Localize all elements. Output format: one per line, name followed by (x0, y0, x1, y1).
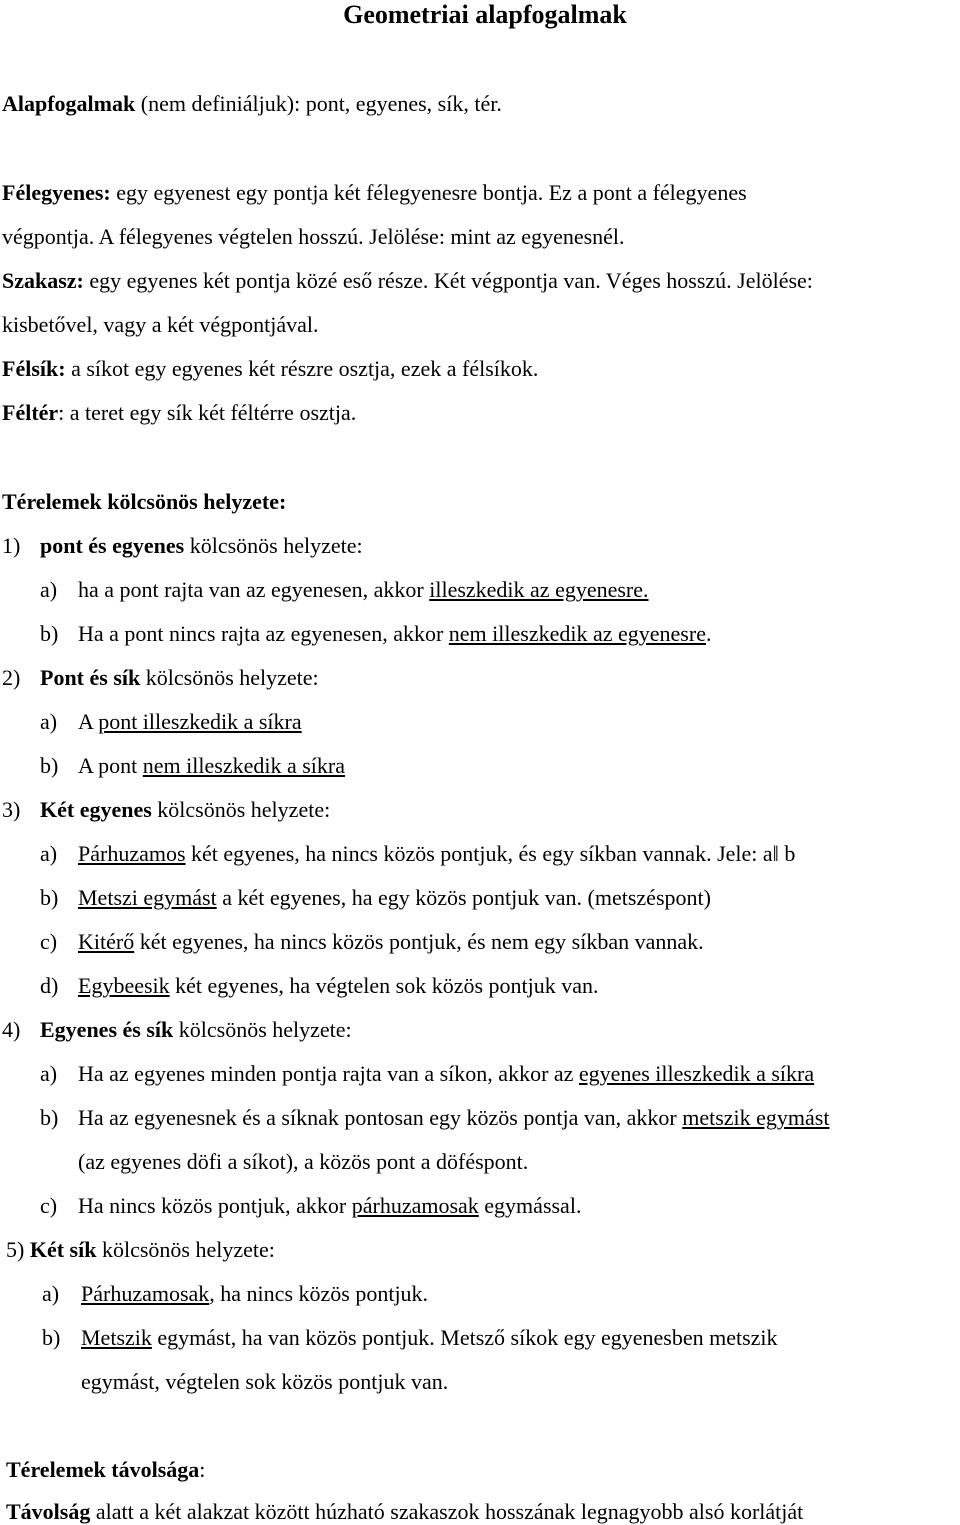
section-3-rest: kölcsönös helyzete: (151, 797, 331, 822)
section-4-bold-2: sík (146, 1017, 174, 1042)
section-2-item-a (40, 709, 302, 735)
item-end: egymással. (478, 1193, 582, 1218)
item-marker: b) (42, 1325, 61, 1350)
section-1-bold: pont és egyenes (40, 533, 185, 558)
section-3-item-a (40, 841, 795, 867)
felegyenes-text-1: egy egyenest egy pontja két félegyenesre bontja. Ez a pont a félegyenes (110, 180, 747, 205)
section-3-item-c (40, 929, 704, 955)
item-text: , ha nincs közös pontjuk. (209, 1281, 429, 1306)
item-text: két egyenes, ha nincs közös pontjuk, és nem egy síkban vannak. (134, 929, 704, 954)
section-5-heading (6, 1237, 275, 1263)
section-3-number: 3) (2, 797, 21, 822)
item-marker: a) (40, 841, 58, 866)
terelemek-heading-text: Térelemek kölcsönös helyzete: (2, 489, 287, 514)
alapfogalmak-label: Alapfogalmak (2, 91, 136, 116)
felegyenes-paragraph-line1 (2, 180, 747, 206)
section-4-number: 4) (2, 1017, 21, 1042)
item-underlined: Párhuzamosak (81, 1281, 210, 1306)
section-3-item-b (40, 885, 711, 911)
section-3-heading (2, 797, 330, 823)
item-marker: c) (40, 929, 58, 954)
item-marker: a) (42, 1281, 60, 1306)
item-end: . (705, 621, 712, 646)
item-text: egymást, ha van közös pontjuk. Metsző síkok egy egyenesben metszik (151, 1325, 778, 1350)
felsik-paragraph (2, 356, 538, 382)
felegyenes-label: Félegyenes: (2, 180, 111, 205)
section-4-item-c (40, 1193, 581, 1219)
szakasz-text-2: kisbetővel, vagy a két végpontjával. (2, 312, 319, 337)
tavolsag-heading (6, 1457, 205, 1483)
item-underlined: Metszik (81, 1325, 152, 1350)
section-2-number: 2) (2, 665, 21, 690)
section-5-rest: kölcsönös helyzete: (96, 1237, 275, 1262)
item-underlined: Egybeesik (78, 973, 170, 998)
section-4-item-b-continued: (az egyenes döfi a síkot), a közös pont a döféspont. (78, 1149, 529, 1174)
section-4-rest: kölcsönös helyzete: (173, 1017, 352, 1042)
item-text: Ha az egyenes minden pontja rajta van a síkon, akkor az (78, 1061, 579, 1086)
tavolsag-heading-colon: : (199, 1457, 206, 1482)
item-marker: b) (40, 753, 59, 778)
item-marker: d) (40, 973, 59, 998)
section-2-heading (2, 665, 319, 691)
tavolsag-heading-text: Térelemek távolsága (6, 1457, 200, 1482)
section-1-item-b (40, 621, 711, 647)
item-marker: b) (40, 1105, 59, 1130)
section-5-item-b (42, 1325, 778, 1351)
item-text: ha a pont rajta van az egyenesen, akkor (78, 577, 430, 602)
section-4-bold-1: Egyenes (40, 1017, 117, 1042)
section-1-heading (2, 533, 363, 559)
section-4-item-a (40, 1061, 814, 1087)
item-text: Ha nincs közös pontjuk, akkor (78, 1193, 352, 1218)
section-5-number: 5) (6, 1237, 25, 1262)
alapfogalmak-text: (nem definiáljuk): pont, egyenes, sík, tér. (135, 91, 502, 116)
item-underlined: pont illeszkedik a síkra (98, 709, 302, 734)
section-4-item-b (40, 1105, 829, 1131)
szakasz-text-1: egy egyenes két pontja közé eső része. Két végpontja van. Véges hosszú. Jelölése: (83, 268, 813, 293)
felter-paragraph (2, 400, 356, 426)
item-underlined: egyenes illeszkedik a síkra (578, 1061, 815, 1086)
section-2-item-b (40, 753, 345, 779)
szakasz-paragraph-line1 (2, 268, 813, 294)
item-underlined: nem illeszkedik a síkra (142, 753, 346, 778)
item-underlined: nem illeszkedik az egyenesre (448, 621, 706, 646)
alapfogalmak-paragraph (2, 91, 502, 117)
item-text: Ha a pont nincs rajta az egyenesen, akkor (78, 621, 449, 646)
section-5-item-a (42, 1281, 428, 1307)
section-2-bold: Pont és sík (40, 665, 141, 690)
felter-label: Féltér (2, 400, 59, 425)
item-underlined: párhuzamosak (351, 1193, 479, 1218)
item-text: két egyenes, ha nincs közös pontjuk, és egy síkban vannak. Jele: a (185, 841, 773, 866)
item-text: A (78, 709, 99, 734)
section-4-mid: és (117, 1017, 147, 1042)
section-1-number: 1) (2, 533, 21, 558)
item-marker: a) (40, 1061, 58, 1086)
section-3-item-d (40, 973, 599, 999)
item-underlined: metszik egymást (682, 1105, 830, 1130)
felsik-text: a síkot egy egyenes két részre osztja, ezek a félsíkok. (65, 356, 539, 381)
terelemek-heading (2, 489, 286, 515)
section-1-item-a (40, 577, 649, 603)
item-marker: b) (40, 621, 59, 646)
item-underlined: illeszkedik az egyenesre. (429, 577, 649, 602)
item-marker: c) (40, 1193, 58, 1218)
felter-text: : a teret egy sík két féltérre osztja. (58, 400, 357, 425)
section-4-heading (2, 1017, 352, 1043)
felegyenes-text-2: végpontja. A félegyenes végtelen hosszú. Jelölése: mint az egyenesnél. (2, 224, 625, 249)
item-text: két egyenes, ha végtelen sok közös pontjuk van. (169, 973, 599, 998)
page-title: Geometriai alapfogalmak (343, 0, 627, 29)
section-1-rest: kölcsönös helyzete: (184, 533, 363, 558)
item-marker: a) (40, 709, 58, 734)
item-text: Ha az egyenesnek és a síknak pontosan egy közös pontja van, akkor (78, 1105, 683, 1130)
item-underlined: Metszi egymást (78, 885, 217, 910)
tavolsag-label: Távolság (6, 1499, 91, 1524)
item-marker: b) (40, 885, 59, 910)
section-5-bold: Két sík (29, 1237, 97, 1262)
tavolsag-text: alatt a két alakzat között húzható szakaszok hosszának legnagyobb alsó korlátját (90, 1499, 804, 1524)
section-5-item-b-continued: egymást, végtelen sok közös pontjuk van. (81, 1369, 449, 1394)
item-marker: a) (40, 577, 58, 602)
item-underlined: Párhuzamos (78, 841, 186, 866)
item-underlined: Kitérő (78, 929, 135, 954)
szakasz-label: Szakasz: (2, 268, 84, 293)
item-text: a két egyenes, ha egy közös pontjuk van. (metszéspont) (216, 885, 711, 910)
section-3-bold: Két egyenes (40, 797, 152, 822)
tavolsag-paragraph (6, 1499, 803, 1525)
parallel-symbol: ‖ (772, 841, 779, 866)
item-text: A pont (78, 753, 143, 778)
item-end: b (778, 841, 796, 866)
section-2-rest: kölcsönös helyzete: (140, 665, 319, 690)
felsik-label: Félsík: (2, 356, 66, 381)
